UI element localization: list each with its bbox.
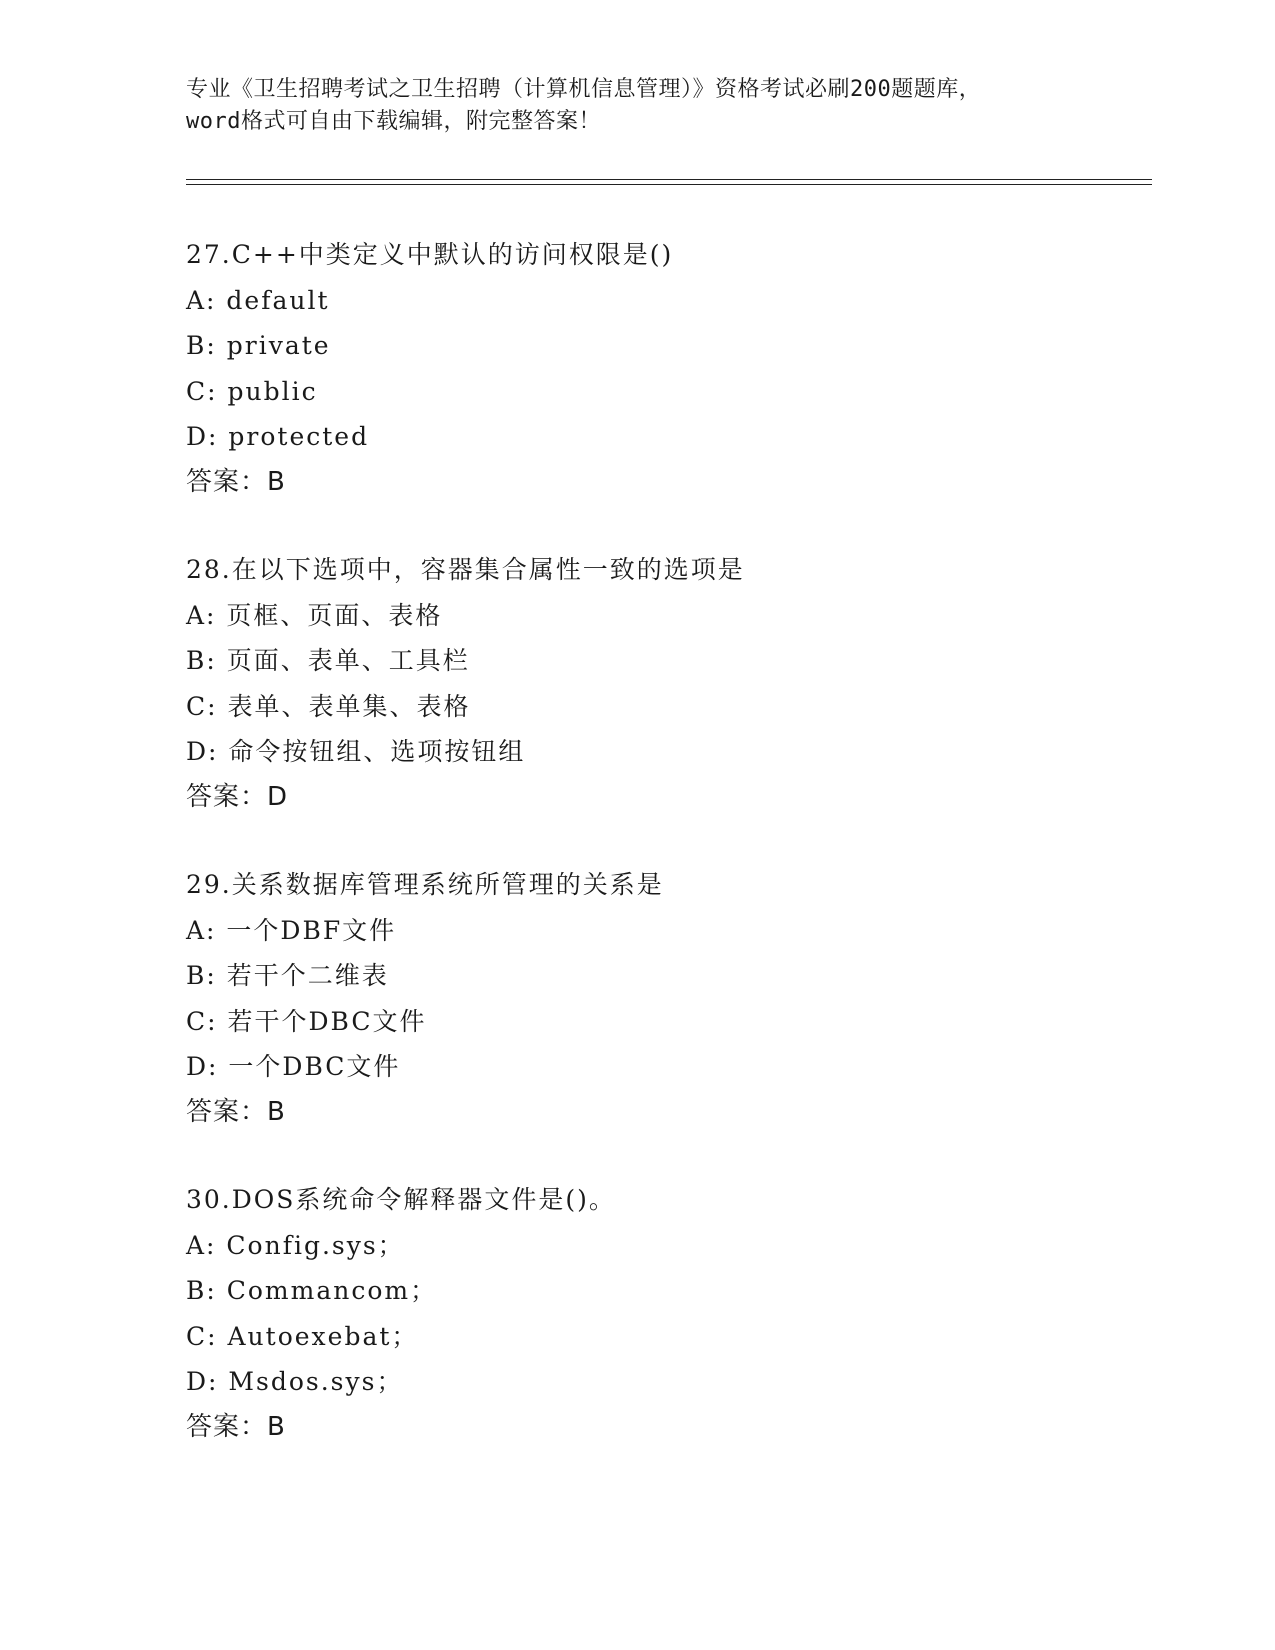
header-divider-top [186,179,1152,180]
question-title: 30.DOS系统命令解释器文件是()。 [186,1185,616,1214]
option-b: B: 若干个二维表 [186,961,389,990]
option-d: D: protected [186,422,370,451]
answer-label: 答案：B [186,466,286,497]
option-b: B: Commancom； [186,1276,438,1305]
answer-label: 答案：B [186,1411,286,1442]
option-a: A: Config.sys； [186,1230,405,1260]
header-line-1: 专业《卫生招聘考试之卫生招聘（计算机信息管理）》资格考试必刷200题题库， [186,77,982,102]
option-b: B: private [186,331,331,360]
question-29 [186,862,1136,1135]
question-title: 27.C++中类定义中默认的访问权限是() [186,240,674,269]
option-c: C: 若干个DBC文件 [186,1006,427,1036]
document-header [186,74,1086,138]
option-c: C: Autoexebat； [186,1321,419,1351]
option-a: A: 页框、页面、表格 [186,600,443,630]
option-a: A: 一个DBF文件 [186,915,397,945]
header-line-2: word格式可自由下载编辑，附完整答案！ [186,109,601,134]
question-30 [186,1177,1136,1450]
option-d: D: 一个DBC文件 [186,1052,401,1081]
option-a: A: default [186,285,330,315]
question-28 [186,547,1136,820]
option-c: C: 表单、表单集、表格 [186,691,471,721]
question-title: 28.在以下选项中，容器集合属性一致的选项是 [186,555,745,584]
question-title: 29.关系数据库管理系统所管理的关系是 [186,870,664,899]
answer-label: 答案：D [186,781,289,812]
answer-label: 答案：B [186,1096,286,1127]
option-d: D: 命令按钮组、选项按钮组 [186,737,526,766]
header-divider-bottom [186,184,1152,185]
option-d: D: Msdos.sys； [186,1367,404,1396]
option-b: B: 页面、表单、工具栏 [186,646,470,675]
question-27 [186,232,1136,505]
option-c: C: public [186,376,318,406]
